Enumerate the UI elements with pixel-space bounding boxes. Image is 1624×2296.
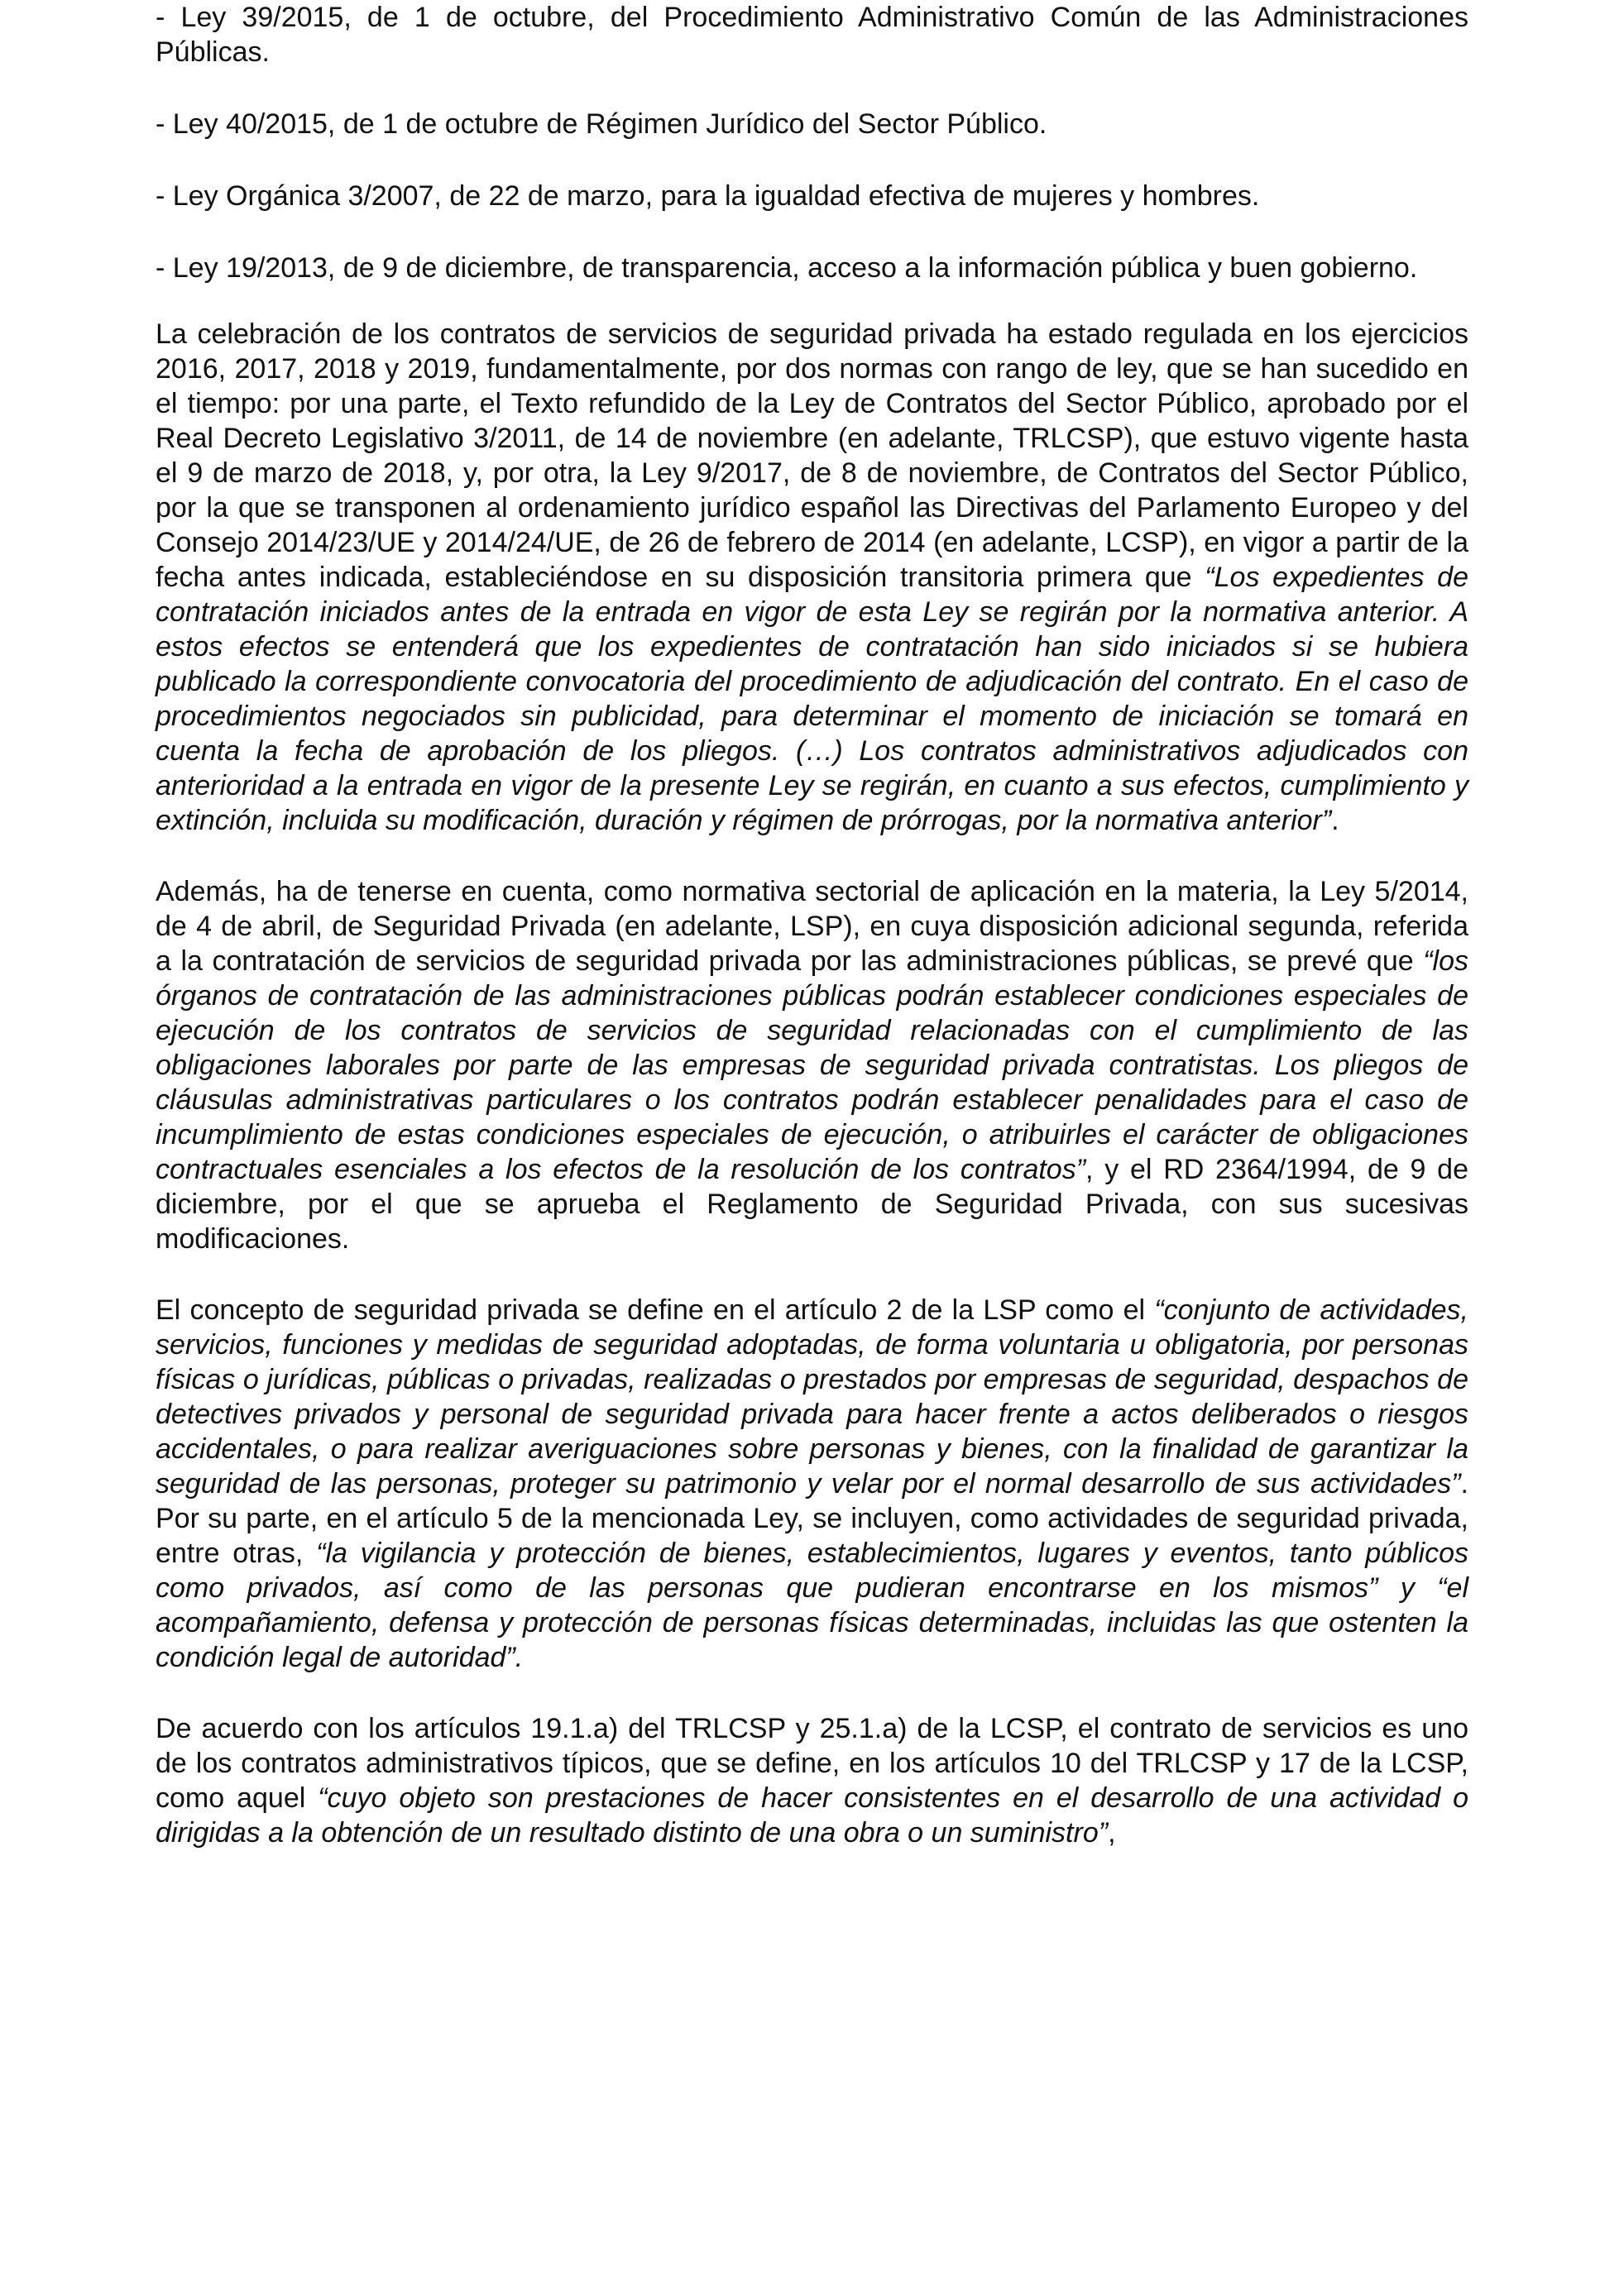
quote-definicion-servicios: “cuyo objeto son prestaciones de hacer consistentes en el desarrollo de una actividad o dirigidas a la obtención de un resultado distinto de una obra o un suministro” <box>156 1782 1468 1849</box>
paragraph-text: El concepto de seguridad privada se define en el artículo 2 de la LSP como el <box>156 1294 1155 1326</box>
law-item-39-2015: - Ley 39/2015, de 1 de octubre, del Procedimiento Administrativo Común de las Administraciones Públicas. <box>156 2 1468 68</box>
paragraph-text: , <box>1108 1817 1116 1849</box>
paragraph-contratos-regulacion <box>156 317 1468 838</box>
paragraph-text: . Por su parte, en el artículo 5 de la mencionada Ley, se incluyen, como actividades de seguridad privada, entre otras, <box>156 1468 1468 1569</box>
paragraph-text: La celebración de los contratos de servicios de seguridad privada ha estado regulada en los ejercicios 2016, 2017, 2018 y 2019, fundamentalmente, por dos normas con rango de ley, que se han sucedido en el tiempo: por una parte, el Texto refundido de la Ley de Contratos del Sector Público, aprobado por el Real Decreto Legislativo 3/2011, de 14 de noviembre (en adelante, TRLCSP), que estuvo vigente hasta el 9 de marzo de 2018, y, por otra, la Ley 9/2017, de 8 de noviembre, de Contratos del Sector Público, por la que se transponen al ordenamiento jurídico español las Directivas del Parlamento Europeo y del Consejo 2014/23/UE y 2014/24/UE, de 26 de febrero de 2014 (en adelante, LCSP), en vigor a partir de la fecha antes indicada, estableciéndose en su disposición transitoria primera que <box>156 318 1468 593</box>
quote-disposicion-adicional: “los órganos de contratación de las administraciones públicas podrán establecer condiciones especiales de ejecución de los contratos de servicios de seguridad relacionadas con el cumplimiento de las obligaciones laborales por parte de las empresas de seguridad privada contratistas. Los pliegos de cláusulas administrativas particulares o los contratos podrán establecer penalidades para el caso de incumplimiento de estas condiciones especiales de ejecución, o atribuirles el carácter de obligaciones contractuales esenciales a los efectos de la resolución de los contratos” <box>156 945 1468 1185</box>
paragraph-text: De acuerdo con los artículos 19.1.a) del TRLCSP y 25.1.a) de la LCSP, el contrato de servicios es uno de los contratos administrativos típicos, que se define, en los artículos 10 del TRLCSP y 17 de la LCSP, como aquel <box>156 1713 1468 1814</box>
law-item-19-2013: - Ley 19/2013, de 9 de diciembre, de transparencia, acceso a la información pública y buen gobierno. <box>156 252 1418 284</box>
law-item-3-2007: - Ley Orgánica 3/2007, de 22 de marzo, para la igualdad efectiva de mujeres y hombres. <box>156 180 1260 212</box>
paragraph-contrato-servicios <box>156 1711 1468 1850</box>
paragraph-text: . <box>1331 805 1339 836</box>
quote-disposicion-transitoria: “Los expedientes de contratación iniciados antes de la entrada en vigor de esta Ley se regirán por la normativa anterior. A estos efectos se entenderá que los expedientes de contratación han sido iniciados si se hubiera publicado la correspondiente convocatoria del procedimiento de adjudicación del contrato. En el caso de procedimientos negociados sin publicidad, para determinar el momento de iniciación se tomará en cuenta la fecha de aprobación de los pliegos. (…) Los contratos administrativos adjudicados con anterioridad a la entrada en vigor de la presente Ley se regirán, en cuanto a sus efectos, cumplimiento y extinción, incluida su modificación, duración y régimen de prórrogas, por la normativa anterior” <box>156 562 1469 836</box>
paragraph-normativa-sectorial <box>156 874 1468 1256</box>
law-item-40-2015: - Ley 40/2015, de 1 de octubre de Régimen Jurídico del Sector Público. <box>156 108 1047 140</box>
quote-articulo-2: “conjunto de actividades, servicios, funciones y medidas de seguridad adoptadas, de forma voluntaria u obligatoria, por personas físicas o jurídicas, públicas o privadas, realizadas o prestados por empresas de seguridad, despachos de detectives privados y personal de seguridad privada para hacer frente a actos deliberados o riesgos accidentales, o para realizar averiguaciones sobre personas y bienes, con la finalidad de garantizar la seguridad de las personas, proteger su patrimonio y velar por el normal desarrollo de sus actividades” <box>156 1294 1469 1500</box>
paragraph-text: , y el RD 2364/1994, de 9 de diciembre, por el que se aprueba el Reglamento de Seguridad Privada, con sus sucesivas modificaciones. <box>156 1154 1468 1255</box>
paragraph-concepto-seguridad <box>156 1293 1468 1675</box>
quote-articulo-5: “la vigilancia y protección de bienes, establecimientos, lugares y eventos, tanto públicos como privados, así como de las personas que pudieran encontrarse en los mismos” y “el acompañamiento, defensa y protección de personas físicas determinadas, incluidas las que ostenten la condición legal de autoridad”. <box>156 1538 1469 1673</box>
paragraph-text: Además, ha de tenerse en cuenta, como normativa sectorial de aplicación en la materia, la Ley 5/2014, de 4 de abril, de Seguridad Privada (en adelante, LSP), en cuya disposición adicional segunda, referida a la contratación de servicios de seguridad privada por las administraciones públicas, se prevé que <box>156 876 1468 977</box>
